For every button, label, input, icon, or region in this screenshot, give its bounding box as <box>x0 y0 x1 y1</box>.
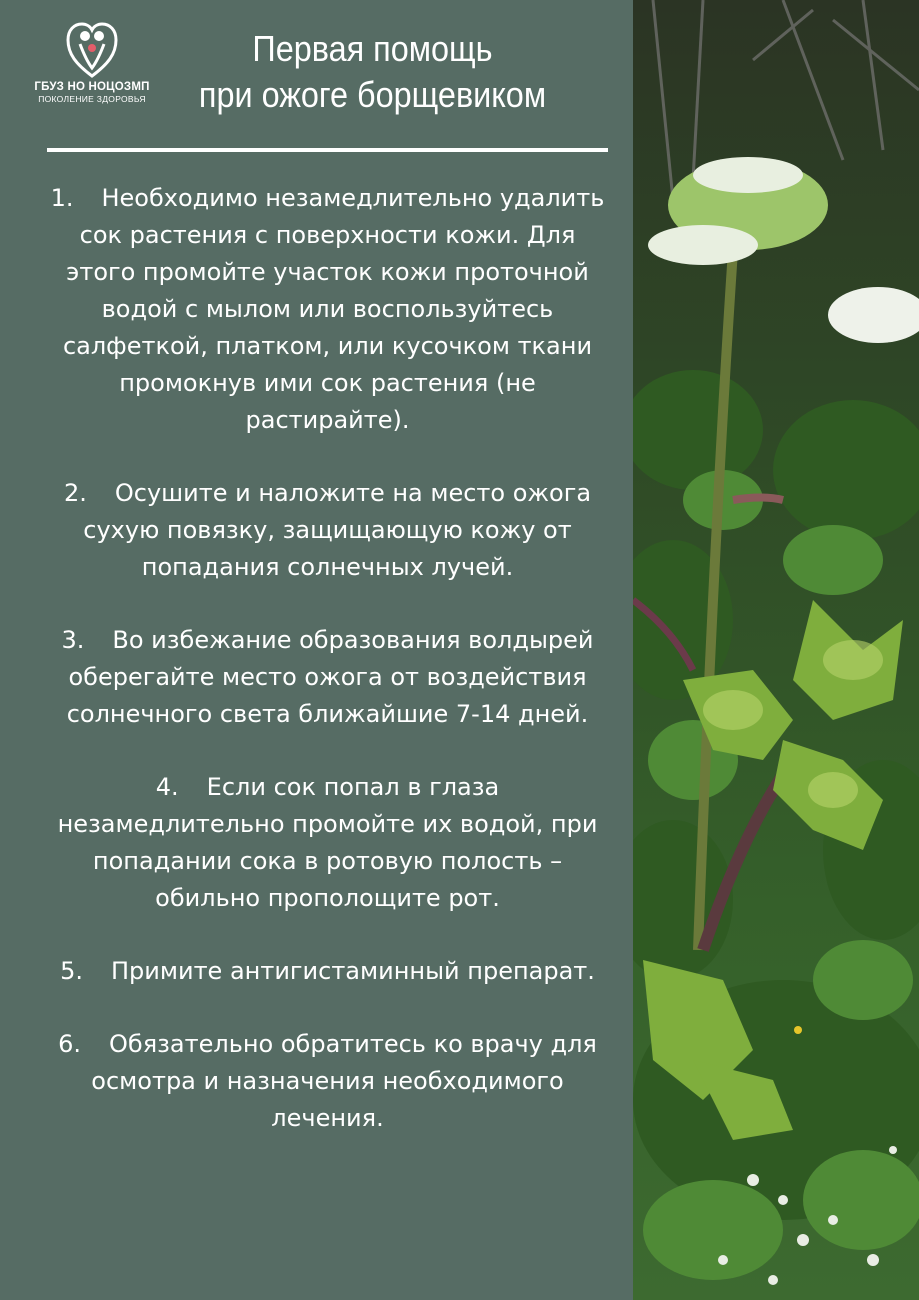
step-4 <box>50 769 605 917</box>
step-2 <box>50 475 605 586</box>
step-number: 3. <box>61 626 85 654</box>
step-number: 4. <box>155 773 179 801</box>
step-3 <box>50 622 605 733</box>
step-number: 6. <box>58 1030 82 1058</box>
organization-logo <box>22 20 162 115</box>
step-text: Если сок попал в глаза незамедлительно промойте их водой, при попадании сока в ротовую полость – обильно прополощите рот. <box>57 773 598 912</box>
step-6 <box>50 1026 605 1137</box>
title-line-2: при ожоге борщевиком <box>198 74 547 115</box>
family-heart-icon <box>66 20 118 78</box>
step-number: 2. <box>63 479 87 507</box>
title-divider <box>47 148 608 152</box>
step-number: 1. <box>50 184 74 212</box>
first-aid-steps <box>50 180 605 1173</box>
page-title <box>195 26 551 118</box>
hogweed-photo <box>633 0 919 1300</box>
step-text: Обязательно обратитесь ко врачу для осмотра и назначения необходимого лечения. <box>91 1030 597 1132</box>
step-text: Примите антигистаминный препарат. <box>110 957 595 985</box>
step-5 <box>50 953 605 990</box>
step-1 <box>50 180 605 439</box>
step-text: Осушите и наложите на место ожога сухую повязку, защищающую кожу от попадания солнечных лучей. <box>83 479 592 581</box>
step-text: Во избежание образования волдырей оберегайте место ожога от воздействия солнечного света ближайшие 7-14 дней. <box>66 626 594 728</box>
step-number: 5. <box>60 957 83 985</box>
logo-org-name: ГБУЗ НО НОЦОЗМП <box>34 81 150 93</box>
title-line-1: Первая помощь <box>252 28 493 69</box>
step-text: Необходимо незамедлительно удалить сок растения с поверхности кожи. Для этого промойте участок кожи проточной водой с мылом или воспользуйтесь салфеткой, платком, или кусочком ткани промокнув ими сок растения (не растирайте). <box>62 184 605 434</box>
logo-tagline: ПОКОЛЕНИЕ ЗДОРОВЬЯ <box>38 94 146 104</box>
